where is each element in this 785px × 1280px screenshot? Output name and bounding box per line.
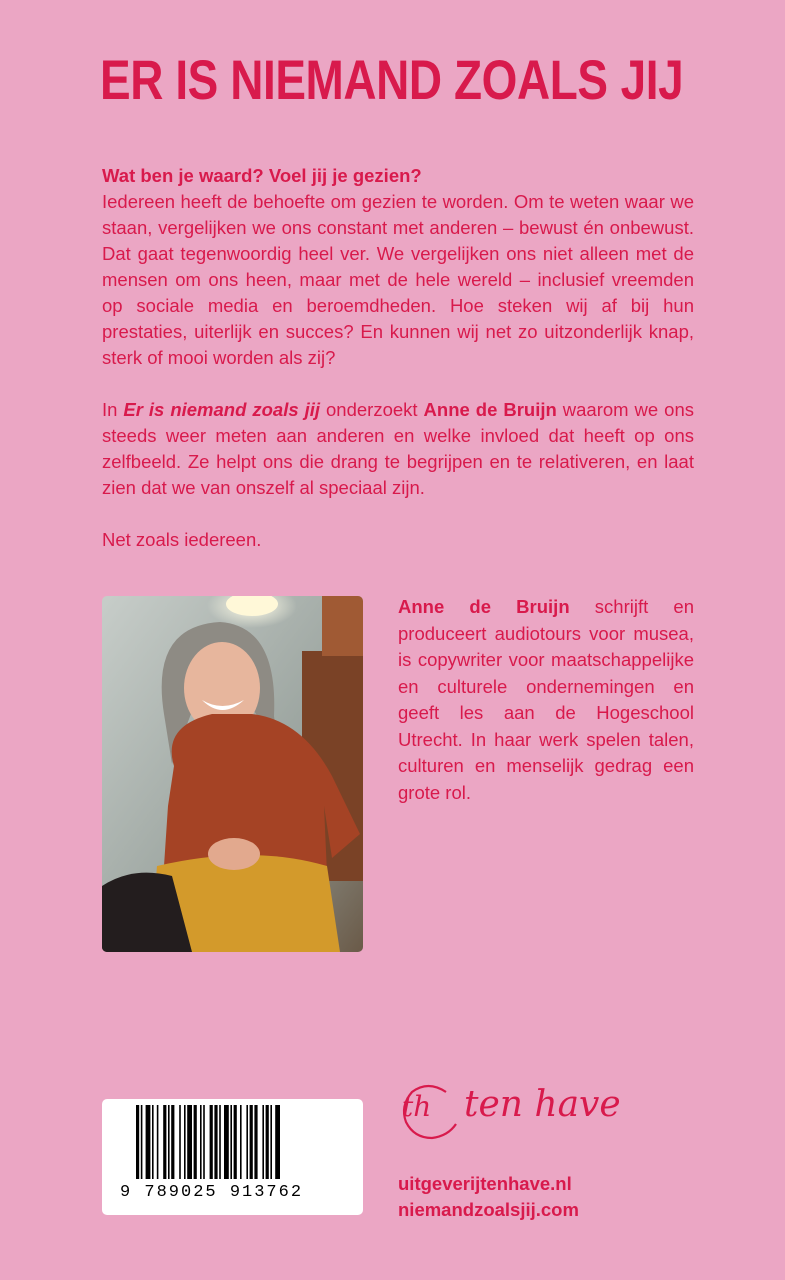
book-title: [100, 48, 684, 111]
barcode-bar: [163, 1105, 166, 1179]
website-link-publisher[interactable]: uitgeverijtenhave.nl: [398, 1173, 572, 1194]
bio-author-name: Anne de Bruijn: [398, 596, 570, 617]
barcode-bar: [246, 1105, 248, 1179]
author-bio: [398, 594, 694, 806]
author-name: Anne de Bruijn: [423, 399, 557, 420]
blurb-text-2b: onderzoekt: [320, 399, 424, 420]
blurb-text-1: Iedereen heeft de behoefte om gezien te worden. Om te weten waar we staan, vergelijken we ons constant met anderen – bewust én onbewust. Dat gaat tegenwoordig heel ver. We vergelijken ons niet alleen met de mensen om ons heen, maar met de hele wereld – inclusief vreemden op sociale media en beroemdheden. Hoe steken wij af bij hun prestaties, uiterlijk en succes? En kunnen wij net zo uitzonderlijk knap, sterk of mooi worden als zij?: [102, 191, 694, 368]
barcode: [102, 1099, 363, 1215]
publisher-monogram: th: [402, 1090, 432, 1123]
bio-text: schrijft en produceert audiotours voor musea, is copywriter voor maatschappelijke en culturele ondernemingen en geeft les aan de Hogeschool Utrecht. In haar werk spelen talen, culturen en menselijk gedrag een grote rol.: [398, 596, 694, 803]
book-name: Er is niemand zoals jij: [123, 399, 321, 420]
barcode-bar: [240, 1105, 242, 1179]
barcode-bar: [262, 1105, 264, 1179]
barcode-bar: [203, 1105, 205, 1179]
barcode-bar: [210, 1105, 213, 1179]
barcode-bars: [102, 1099, 363, 1185]
barcode-bar: [146, 1105, 151, 1179]
barcode-bar: [275, 1105, 280, 1179]
blurb-text-2c: waarom we ons steeds weer meten aan anderen en welke invloed dat heeft op ons zelfbeeld. Ze helpt ons die drang te begrijpen en te relativeren, en laat zien dat we van onszelf al speciaal zijn.: [102, 399, 694, 498]
barcode-bar: [250, 1105, 253, 1179]
barcode-bar: [266, 1105, 269, 1179]
barcode-bar: [214, 1105, 217, 1179]
barcode-bar: [152, 1105, 154, 1179]
barcode-bar: [184, 1105, 186, 1179]
barcode-bar: [234, 1105, 237, 1179]
blurb-paragraph-3: Net zoals iedereen.: [102, 529, 262, 550]
barcode-bar: [136, 1105, 139, 1179]
website-link-book[interactable]: niemandzoalsjij.com: [398, 1199, 579, 1220]
isbn-number: 9 789025 913762: [120, 1183, 304, 1202]
barcode-bar: [254, 1105, 257, 1179]
publisher-name: ten have: [464, 1084, 621, 1125]
author-photo: [102, 596, 363, 952]
barcode-bar: [157, 1105, 159, 1179]
barcode-bar: [219, 1105, 221, 1179]
title-accent: JIJ: [620, 48, 684, 111]
barcode-bar: [200, 1105, 202, 1179]
barcode-bar: [270, 1105, 272, 1179]
barcode-bar: [230, 1105, 232, 1179]
barcode-bar: [194, 1105, 197, 1179]
barcode-bar: [168, 1105, 170, 1179]
website-links: [398, 1171, 579, 1223]
barcode-bar: [171, 1105, 174, 1179]
blurb-paragraph-1: [102, 163, 694, 371]
barcode-bar: [179, 1105, 181, 1179]
blurb: [102, 163, 694, 579]
barcode-bar: [187, 1105, 192, 1179]
blurb-question: Wat ben je waard? Voel jij je gezien?: [102, 165, 422, 186]
blurb-paragraph-2: [102, 397, 694, 501]
blurb-text-2a: In: [102, 399, 124, 420]
barcode-bar: [224, 1105, 229, 1179]
barcode-bar: [141, 1105, 143, 1179]
title-main: ER IS NIEMAND ZOALS: [100, 48, 608, 111]
